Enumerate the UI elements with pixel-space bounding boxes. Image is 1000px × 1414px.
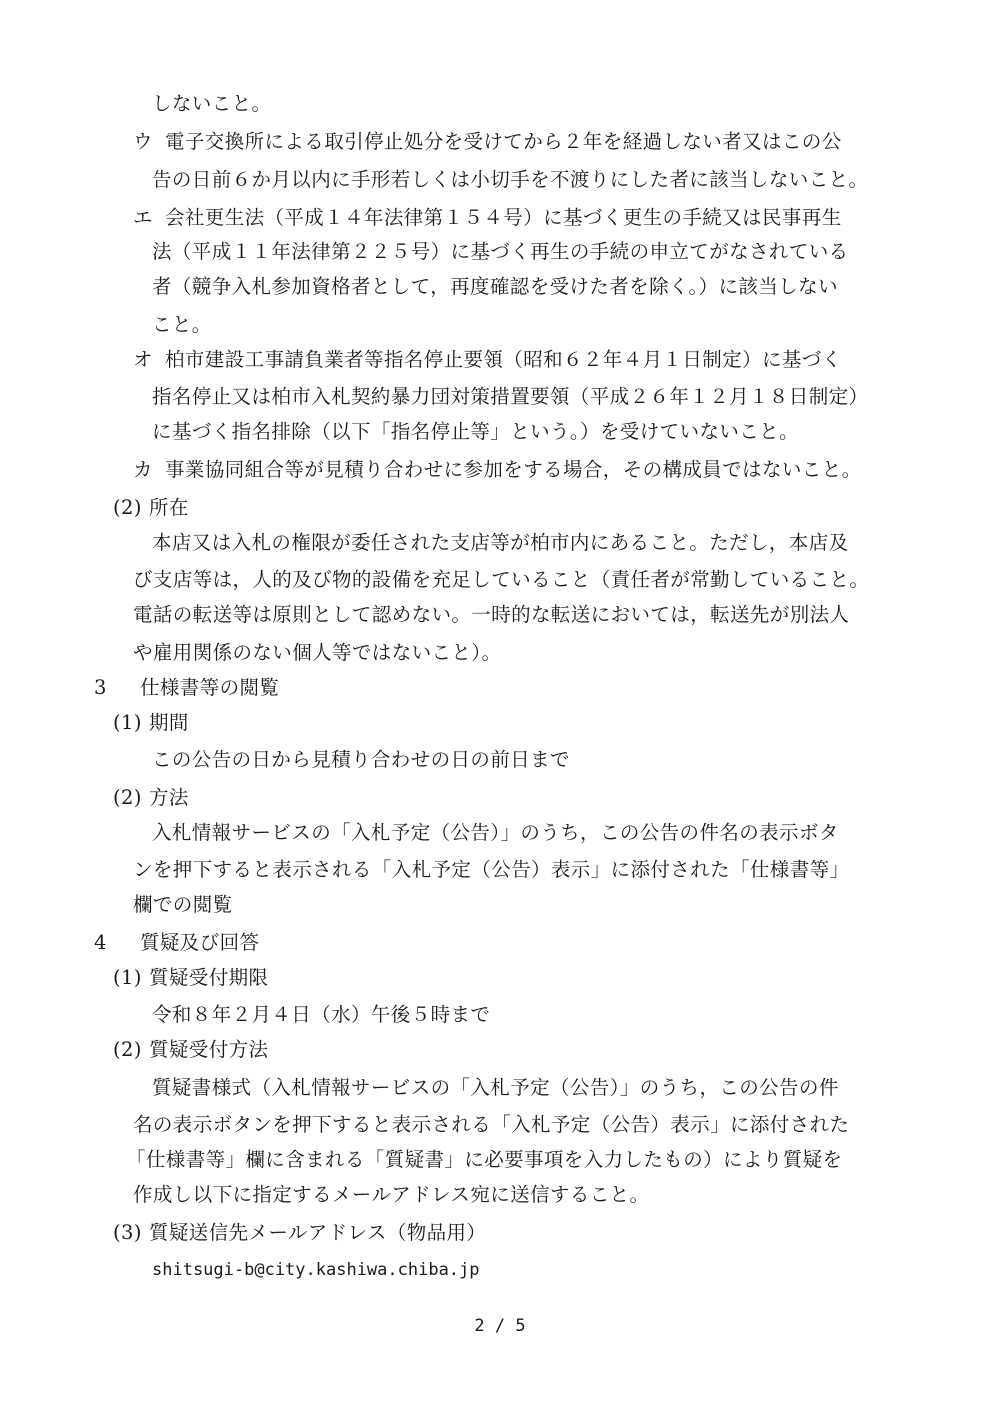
method-line-1: 入札情報サービスの「入札予定（公告）」のうち，この公告の件名の表示ボタ — [152, 821, 839, 844]
page-number: 2 / 5 — [474, 1316, 526, 1336]
item-ka-line-1: カ 事業協同組合等が見積り合わせに参加をする場合，その構成員ではないこと。 — [133, 456, 862, 484]
period-text: この公告の日から見積り合わせの日の前日まで — [152, 748, 570, 771]
subsection-2-location-heading: (2) 所在 — [113, 494, 189, 522]
item-u-mark: ウ — [133, 130, 153, 153]
item-e-line-4: こと。 — [152, 313, 212, 336]
inquiry-method-line-3: 「仕様書等」欄に含まれる「質疑書」に必要事項を入力したもの）により質疑を — [126, 1148, 843, 1171]
item-o-line-3: に基づく指名排除（以下「指名停止等」という。）を受けていないこと。 — [152, 420, 799, 443]
inquiry-method-line-4: 作成し以下に指定するメールアドレス宛に送信すること。 — [133, 1183, 650, 1206]
item-o-line-2: 指名停止又は柏市入札契約暴力団対策措置要領（平成２６年１２月１８日制定） — [152, 385, 869, 408]
inquiry-method-line-2: 名の表示ボタンを押下すると表示される「入札予定（公告）表示」に添付された — [133, 1113, 850, 1136]
deadline-text: 令和８年２月４日（水）午後５時まで — [152, 1003, 491, 1026]
method-line-3: 欄での閲覧 — [133, 893, 233, 916]
item-o-line-1: オ 柏市建設工事請負業者等指名停止要領（昭和６２年４月１日制定）に基づく — [133, 346, 842, 374]
item-ka-mark: カ — [133, 458, 153, 481]
location-line-4: や雇用関係のない個人等ではないこと）。 — [133, 641, 502, 664]
section-3-heading: 3 仕様書等の閲覧 — [94, 674, 279, 702]
section-4-sub-1-heading: (1) 質疑受付期限 — [113, 966, 269, 989]
item-u-line-1: ウ 電子交換所による取引停止処分を受けてから２年を経過しない者又はこの公 — [133, 128, 842, 156]
item-e-line-1: エ 会社更生法（平成１４年法律第１５４号）に基づく更生の手続又は民事再生 — [133, 204, 842, 232]
section-4-sub-2-heading: (2) 質疑受付方法 — [113, 1038, 269, 1061]
section-4-heading: 4 質疑及び回答 — [94, 929, 259, 957]
section-3-sub-2-heading: (2) 方法 — [113, 786, 189, 809]
section-number: 4 — [94, 931, 107, 954]
item-e-mark: エ — [133, 206, 153, 229]
subsection-number: (2) — [113, 496, 142, 519]
section-number: 3 — [94, 676, 107, 699]
method-line-2: ンを押下すると表示される「入札予定（公告）表示」に添付された「仕様書等」 — [133, 858, 850, 881]
item-e-line-2: 法（平成１１年法律第２２５号）に基づく再生の手続の申立てがなされている — [152, 240, 849, 263]
location-line-3: 電話の転送等は原則として認めない。一時的な転送においては，転送先が別法人 — [133, 603, 850, 626]
item-i-continuation: しないこと。 — [152, 92, 272, 115]
item-e-line-3: 者（競争入札参加資格者として，再度確認を受けた者を除く。）に該当しない — [152, 275, 838, 298]
inquiry-method-line-1: 質疑書様式（入札情報サービスの「入札予定（公告）」のうち，この公告の件 — [152, 1076, 839, 1099]
location-line-1: 本店又は入札の権限が委任された支店等が柏市内にあること。ただし，本店及 — [152, 531, 849, 554]
item-o-mark: オ — [133, 348, 153, 371]
section-4-sub-3-heading: (3) 質疑送信先メールアドレス（物品用） — [113, 1221, 487, 1244]
section-3-sub-1-heading: (1) 期間 — [113, 711, 189, 734]
item-u-line-2: 告の日前６か月以内に手形若しくは小切手を不渡りにした者に該当しないこと。 — [152, 168, 869, 191]
location-line-2: び支店等は，人的及び物的設備を充足していること（責任者が常勤していること。 — [133, 568, 870, 591]
inquiry-email-address[interactable]: shitsugi-b@city.kashiwa.chiba.jp — [152, 1260, 480, 1280]
